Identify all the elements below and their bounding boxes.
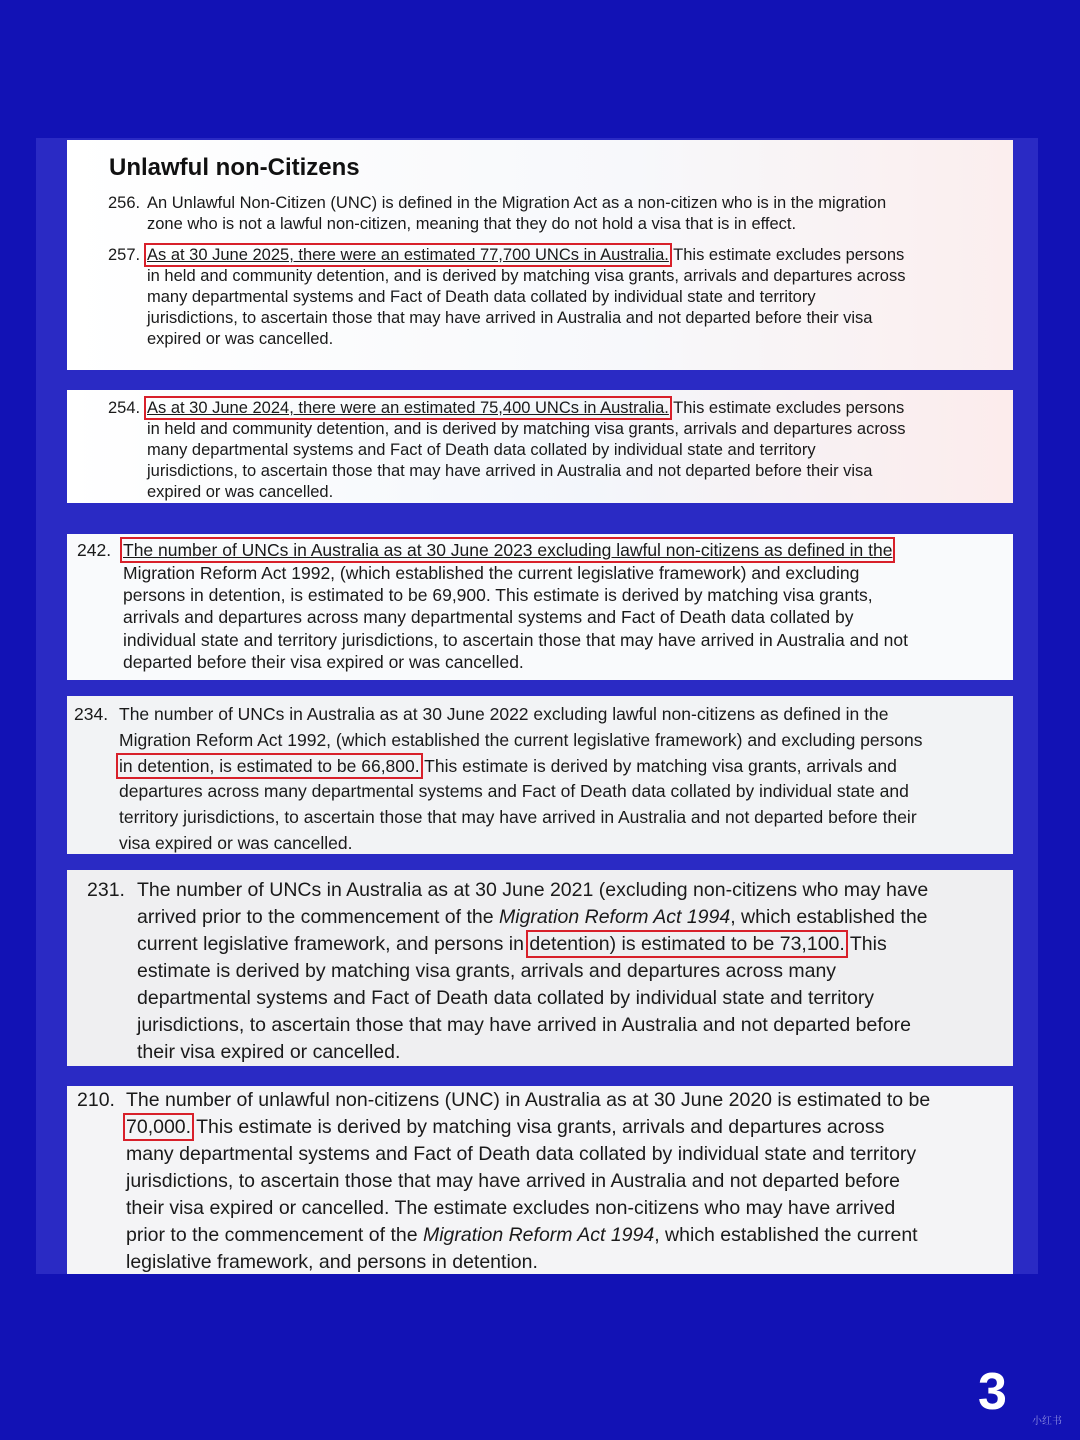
paragraph-number: 242. [77,540,112,560]
paragraph-line [137,906,928,929]
paragraph-line: Migration Reform Act 1992, (which established the current legislative framework) and excluding [123,563,860,583]
excerpt-panel-2024 [67,390,1013,503]
line-text: arrived prior to the commencement of the [137,906,499,928]
line-continuation: This [844,933,887,955]
paragraph-line: departed before their visa expired or was cancelled. [123,652,524,672]
paragraph-line: jurisdictions, to ascertain those that may have arrived in Australia and not departed before [137,1014,911,1036]
paragraph-line: departures across many departmental systems and Fact of Death data collated by individual state and [119,781,909,801]
paragraph-line: departmental systems and Fact of Death data collated by individual state and territory [137,987,875,1009]
excerpt-panel-2023 [67,534,1013,680]
paragraph-line: Migration Reform Act 1992, (which established the current legislative framework) and excluding persons [119,730,923,750]
paragraph-number: 254. [108,399,141,417]
paragraph-number: 256. [108,194,141,212]
paragraph-line: in held and community detention, and is derived by matching visa grants, arrivals and departures across [147,420,906,438]
excerpt-panel-2022 [67,696,1013,854]
paragraph-line: expired or was cancelled. [147,483,334,501]
highlighted-estimate-2023: The number of UNCs in Australia as at 30 June 2023 excluding lawful non-citizens as defined in the [123,540,893,560]
paragraph-line: jurisdictions, to ascertain those that may have arrived in Australia and not departed before their visa [147,309,873,327]
paragraph-line: estimate is derived by matching visa grants, arrivals and departures across many [137,960,837,982]
highlighted-estimate-2022: in detention, is estimated to be 66,800. [119,756,420,776]
paragraph-number: 257. [108,246,141,264]
paragraph-line [126,1224,918,1247]
paragraph-line-highlighted [119,756,897,777]
paragraph-line-first [147,399,904,418]
line-continuation: This estimate is derived by matching visa grants, arrivals and [419,756,897,776]
paragraph-line: in held and community detention, and is derived by matching visa grants, arrivals and departures across [147,267,906,285]
paragraph-line: The number of UNCs in Australia as at 30 June 2021 (excluding non-citizens who may have [137,879,929,901]
highlighted-estimate-2021: detention) is estimated to be 73,100. [529,933,845,955]
act-title: Migration Reform Act 1994 [499,906,731,928]
paragraph-line: persons in detention, is estimated to be 69,900. This estimate is derived by matching visa grants, [123,585,873,605]
line-continuation: This estimate excludes persons [668,399,905,417]
page-number: 3 [978,1363,1008,1421]
paragraph-line-highlighted [137,933,887,956]
highlighted-estimate-2020: 70,000. [126,1116,192,1138]
paragraph-number: 210. [77,1089,115,1111]
line-text: prior to the commencement of the [126,1224,423,1246]
paragraph-number: 231. [87,879,125,901]
paragraph-line: territory jurisdictions, to ascertain those that may have arrived in Australia and not departed before their [119,807,917,827]
watermark: 小红书 [1032,1416,1062,1427]
paragraph-line: their visa expired or cancelled. The estimate excludes non-citizens who may have arrived [126,1197,896,1219]
paragraph-line: The number of unlawful non-citizens (UNC) in Australia as at 30 June 2020 is estimated to be [126,1089,931,1111]
line-text: , which established the current [654,1224,918,1246]
paragraph-line: legislative framework, and persons in detention. [126,1251,538,1273]
paragraph-number: 234. [74,704,109,724]
paragraph-line-highlighted [126,1116,884,1139]
paragraph-line-first [123,540,892,561]
paragraph-line: jurisdictions, to ascertain those that may have arrived in Australia and not departed before [126,1170,900,1192]
paragraph-line: their visa expired or cancelled. [137,1041,401,1063]
paragraph-line: expired or was cancelled. [147,330,334,348]
paragraph-line: zone who is not a lawful non-citizen, meaning that they do not hold a visa that is in effect. [147,215,797,233]
excerpt-panel-2020 [67,1086,1013,1274]
line-text: , which established the [730,906,928,928]
act-title: Migration Reform Act 1994 [422,1224,655,1246]
paragraph-line: many departmental systems and Fact of Death data collated by individual state and territory [147,441,816,459]
line-continuation: This estimate excludes persons [668,246,905,264]
paragraph-line: The number of UNCs in Australia as at 30 June 2022 excluding lawful non-citizens as defined in the [119,704,889,724]
paragraph-line: arrivals and departures across many departmental systems and Fact of Death data collated by [123,607,854,627]
paragraph-line: many departmental systems and Fact of Death data collated by individual state and territory [126,1143,917,1165]
paragraph-line: individual state and territory jurisdictions, to ascertain those that may have arrived in Australia and not [123,630,908,650]
paragraph-line: visa expired or was cancelled. [119,833,353,853]
paragraph-line: many departmental systems and Fact of Death data collated by individual state and territory [147,288,816,306]
paragraph-line-first [147,246,904,265]
paragraph-line: An Unlawful Non-Citizen (UNC) is defined in the Migration Act as a non-citizen who is in the migration [147,194,887,212]
page-title: Unlawful non-Citizens [109,154,360,181]
highlighted-estimate-2024: As at 30 June 2024, there were an estimated 75,400 UNCs in Australia. [147,399,669,417]
excerpt-panel-2025 [67,140,1013,370]
line-continuation: This estimate is derived by matching visa grants, arrivals and departures across [191,1116,885,1138]
line-text: current legislative framework, and persons in [137,933,530,955]
paragraph-line: jurisdictions, to ascertain those that may have arrived in Australia and not departed before their visa [147,462,873,480]
excerpt-panel-2021 [67,870,1013,1066]
highlighted-estimate-2025: As at 30 June 2025, there were an estimated 77,700 UNCs in Australia. [147,246,669,264]
